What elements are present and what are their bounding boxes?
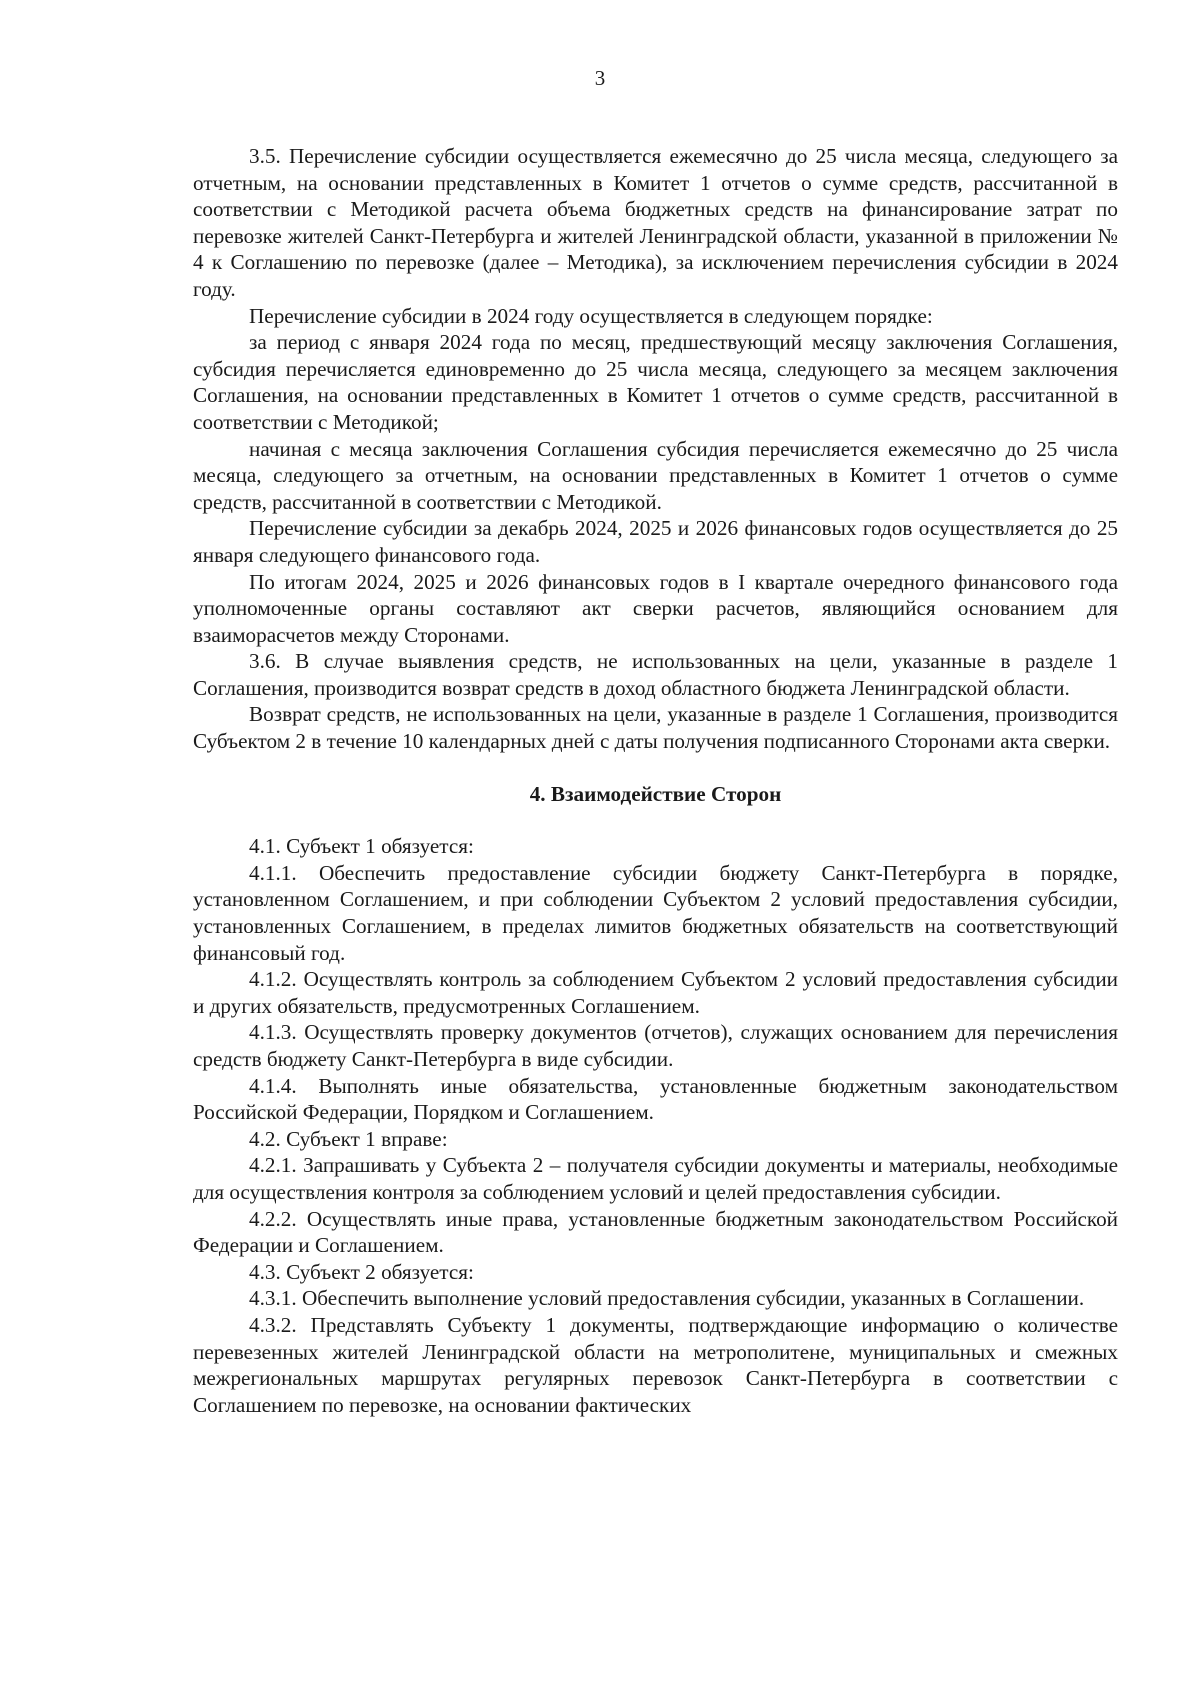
- paragraph-4-2-1: 4.2.1. Запрашивать у Субъекта 2 – получателя субсидии документы и материалы, необходимые для осуществления контроля за соблюдением условий и целей предоставления субсидии.: [193, 1153, 1118, 1204]
- section-4-heading: 4. Взаимодействие Сторон: [529, 781, 782, 806]
- paragraph-4-1-3: 4.1.3. Осуществлять проверку документов (отчетов), служащих основанием для перечисления средств бюджету Санкт-Петербурга в виде субсидии.: [193, 1020, 1118, 1071]
- page-number: 3: [594, 66, 606, 90]
- paragraph-4-1-2: 4.1.2. Осуществлять контроль за соблюдением Субъектом 2 условий предоставления субсидии и других обязательств, предусмотренных Соглашением.: [193, 967, 1118, 1018]
- paragraph-4-1-4: 4.1.4. Выполнять иные обязательства, установленные бюджетным законодательством Российской Федерации, Порядком и Соглашением.: [193, 1073, 1118, 1125]
- paragraph-4-2: 4.2. Субъект 1 вправе:: [249, 1126, 448, 1151]
- paragraph-reconciliation-act: По итогам 2024, 2025 и 2026 финансовых годов в I квартале очередного финансового года уполномоченные органы составляют акт сверки расчетов, являющийся основанием для взаиморасчетов между Сторонами.: [193, 569, 1118, 647]
- paragraph-4-3-2: 4.3.2. Представлять Субъекту 1 документы, подтверждающие информацию о количестве перевезенных жителей Ленинградской области на метрополитене, муниципальных и смежных межрегиональных маршрутах регулярных перевозок Санкт-Петербурга в соответствии с Соглашением по перевозке, на основании фактических: [193, 1312, 1118, 1417]
- paragraph-4-3-1: 4.3.1. Обеспечить выполнение условий предоставления субсидии, указанных в Соглашении.: [249, 1286, 1085, 1311]
- document-body: [193, 143, 1118, 1418]
- paragraph-monthly-transfer: начиная с месяца заключения Соглашения субсидия перечисляется ежемесячно до 25 числа месяца, следующего за отчетным, на основании представленных в Комитет 1 отчетов о сумме средств, рассчитанной в соответствии с Методикой.: [193, 436, 1118, 514]
- paragraph-3-6: 3.6. В случае выявления средств, не использованных на цели, указанные в разделе 1 Соглашения, производится возврат средств в доход областного бюджета Ленинградской области.: [193, 649, 1118, 700]
- paragraph-2024-order: Перечисление субсидии в 2024 году осуществляется в следующем порядке:: [249, 303, 933, 328]
- paragraph-4-2-2: 4.2.2. Осуществлять иные права, установленные бюджетным законодательством Российской Федерации и Соглашением.: [193, 1206, 1118, 1258]
- paragraph-4-1: 4.1. Субъект 1 обязуется:: [249, 834, 474, 859]
- paragraph-3-5: 3.5. Перечисление субсидии осуществляется ежемесячно до 25 числа месяца, следующего за отчетным, на основании представленных в Комитет 1 отчетов о сумме средств, рассчитанной в соответствии с Методикой расчета объема бюджетных средств на финансирование затрат по перевозке жителей Санкт-Петербурга и жителей Ленинградской области, указанной в приложении № 4 к Соглашению по перевозке (далее – Методика), за исключением перечисления субсидии в 2024 году.: [193, 144, 1118, 301]
- paragraph-period-january: за период с января 2024 года по месяц, предшествующий месяцу заключения Соглашения, субсидия перечисляется единовременно до 25 числа месяца, следующего за месяцем заключения Соглашения, на основании представленных в Комитет 1 отчетов о сумме средств, рассчитанной в соответствии с Методикой;: [193, 330, 1118, 434]
- paragraph-december-transfer: Перечисление субсидии за декабрь 2024, 2025 и 2026 финансовых годов осуществляется до 25 января следующего финансового года.: [193, 516, 1118, 567]
- paragraph-refund: Возврат средств, не использованных на цели, указанные в разделе 1 Соглашения, производится Субъектом 2 в течение 10 календарных дней с даты получения подписанного Сторонами акта сверки.: [193, 702, 1118, 754]
- paragraph-4-3: 4.3. Субъект 2 обязуется:: [249, 1259, 474, 1284]
- paragraph-4-1-1: 4.1.1. Обеспечить предоставление субсидии бюджету Санкт-Петербурга в порядке, установленном Соглашением, и при соблюдении Субъектом 2 условий предоставления субсидии, установленных Соглашением, в пределах лимитов бюджетных обязательств на соответствующий финансовый год.: [193, 860, 1118, 965]
